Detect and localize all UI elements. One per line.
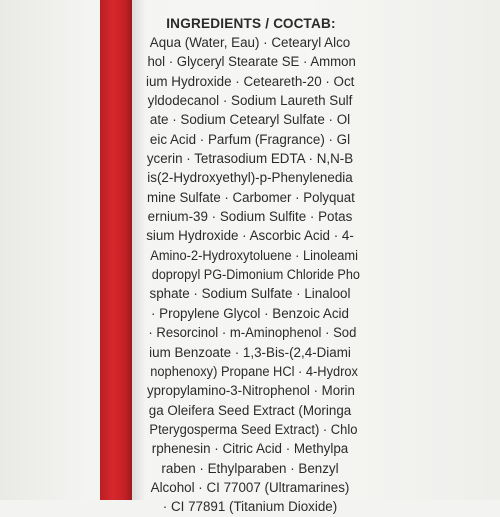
- ingredient-line: eic Acid · Parfum (Fragrance) · Gl: [149, 131, 351, 147]
- ingredient-line: Pterygosperma Seed Extract) · Chlo: [149, 421, 358, 437]
- ingredient-lines: [146, 33, 360, 517]
- ingredient-line: ium Benzoate · 1,3-Bis-(2,4-Diami: [149, 344, 351, 360]
- ingredient-line: ga Oleifera Seed Extract (Moringa: [148, 402, 352, 418]
- ingredient-line: hol · Glyceryl Stearate SE · Ammon: [147, 54, 356, 70]
- ingredient-line: sium Hydroxide · Ascorbic Acid · 4-: [146, 228, 354, 244]
- ingredient-line: ium Hydroxide · Ceteareth-20 · Oct: [146, 73, 355, 89]
- ingredient-line: Amino-2-Hydroxytoluene · Linoleami: [150, 247, 358, 263]
- ingredient-line: ypropylamino-3-Nitrophenol · Morin: [147, 383, 355, 399]
- ingredient-line: ernium-39 · Sodium Sulfite · Potas: [147, 209, 353, 225]
- ingredient-line: · CI 77891 (Titanium Dioxide): [162, 499, 338, 515]
- ingredient-line: yldodecanol · Sodium Laureth Sulf: [147, 93, 353, 109]
- ingredient-line: raben · Ethylparaben · Benzyl: [161, 460, 339, 476]
- red-label-edge: [100, 0, 132, 500]
- ingredient-line: mine Sulfate · Carbomer · Polyquat: [147, 189, 355, 205]
- ingredient-line: is(2-Hydroxyethyl)-p-Phenylenedia: [147, 170, 353, 186]
- ingredient-line: nophenoxy) Propane HCl · 4-Hydrox: [150, 363, 358, 379]
- ingredients-heading: INGREDIENTS / СОСТАВ:: [166, 16, 336, 31]
- ingredient-line: sphate · Sodium Sulfate · Linalool: [149, 286, 351, 302]
- ingredient-line: rphenesin · Citric Acid · Methylpa: [151, 441, 349, 457]
- ingredients-block: [146, 14, 360, 517]
- ingredient-line: Aqua (Water, Eau) · Cetearyl Alco: [149, 35, 351, 50]
- ingredient-line: · Propylene Glycol · Benzoic Acid: [151, 305, 349, 321]
- ingredient-line: dopropyl PG-Dimonium Chloride Pho: [151, 267, 360, 283]
- edge-shadow: [132, 0, 146, 500]
- ingredient-line: ate · Sodium Cetearyl Sulfate · Ol: [149, 112, 351, 128]
- ingredient-line: Alcohol · CI 77007 (Ultramarines): [150, 479, 350, 495]
- ingredient-line: · Resorcinol · m-Aminophenol · Sod: [148, 325, 357, 341]
- ingredient-line: ycerin · Tetrasodium EDTA · N,N-B: [146, 151, 354, 167]
